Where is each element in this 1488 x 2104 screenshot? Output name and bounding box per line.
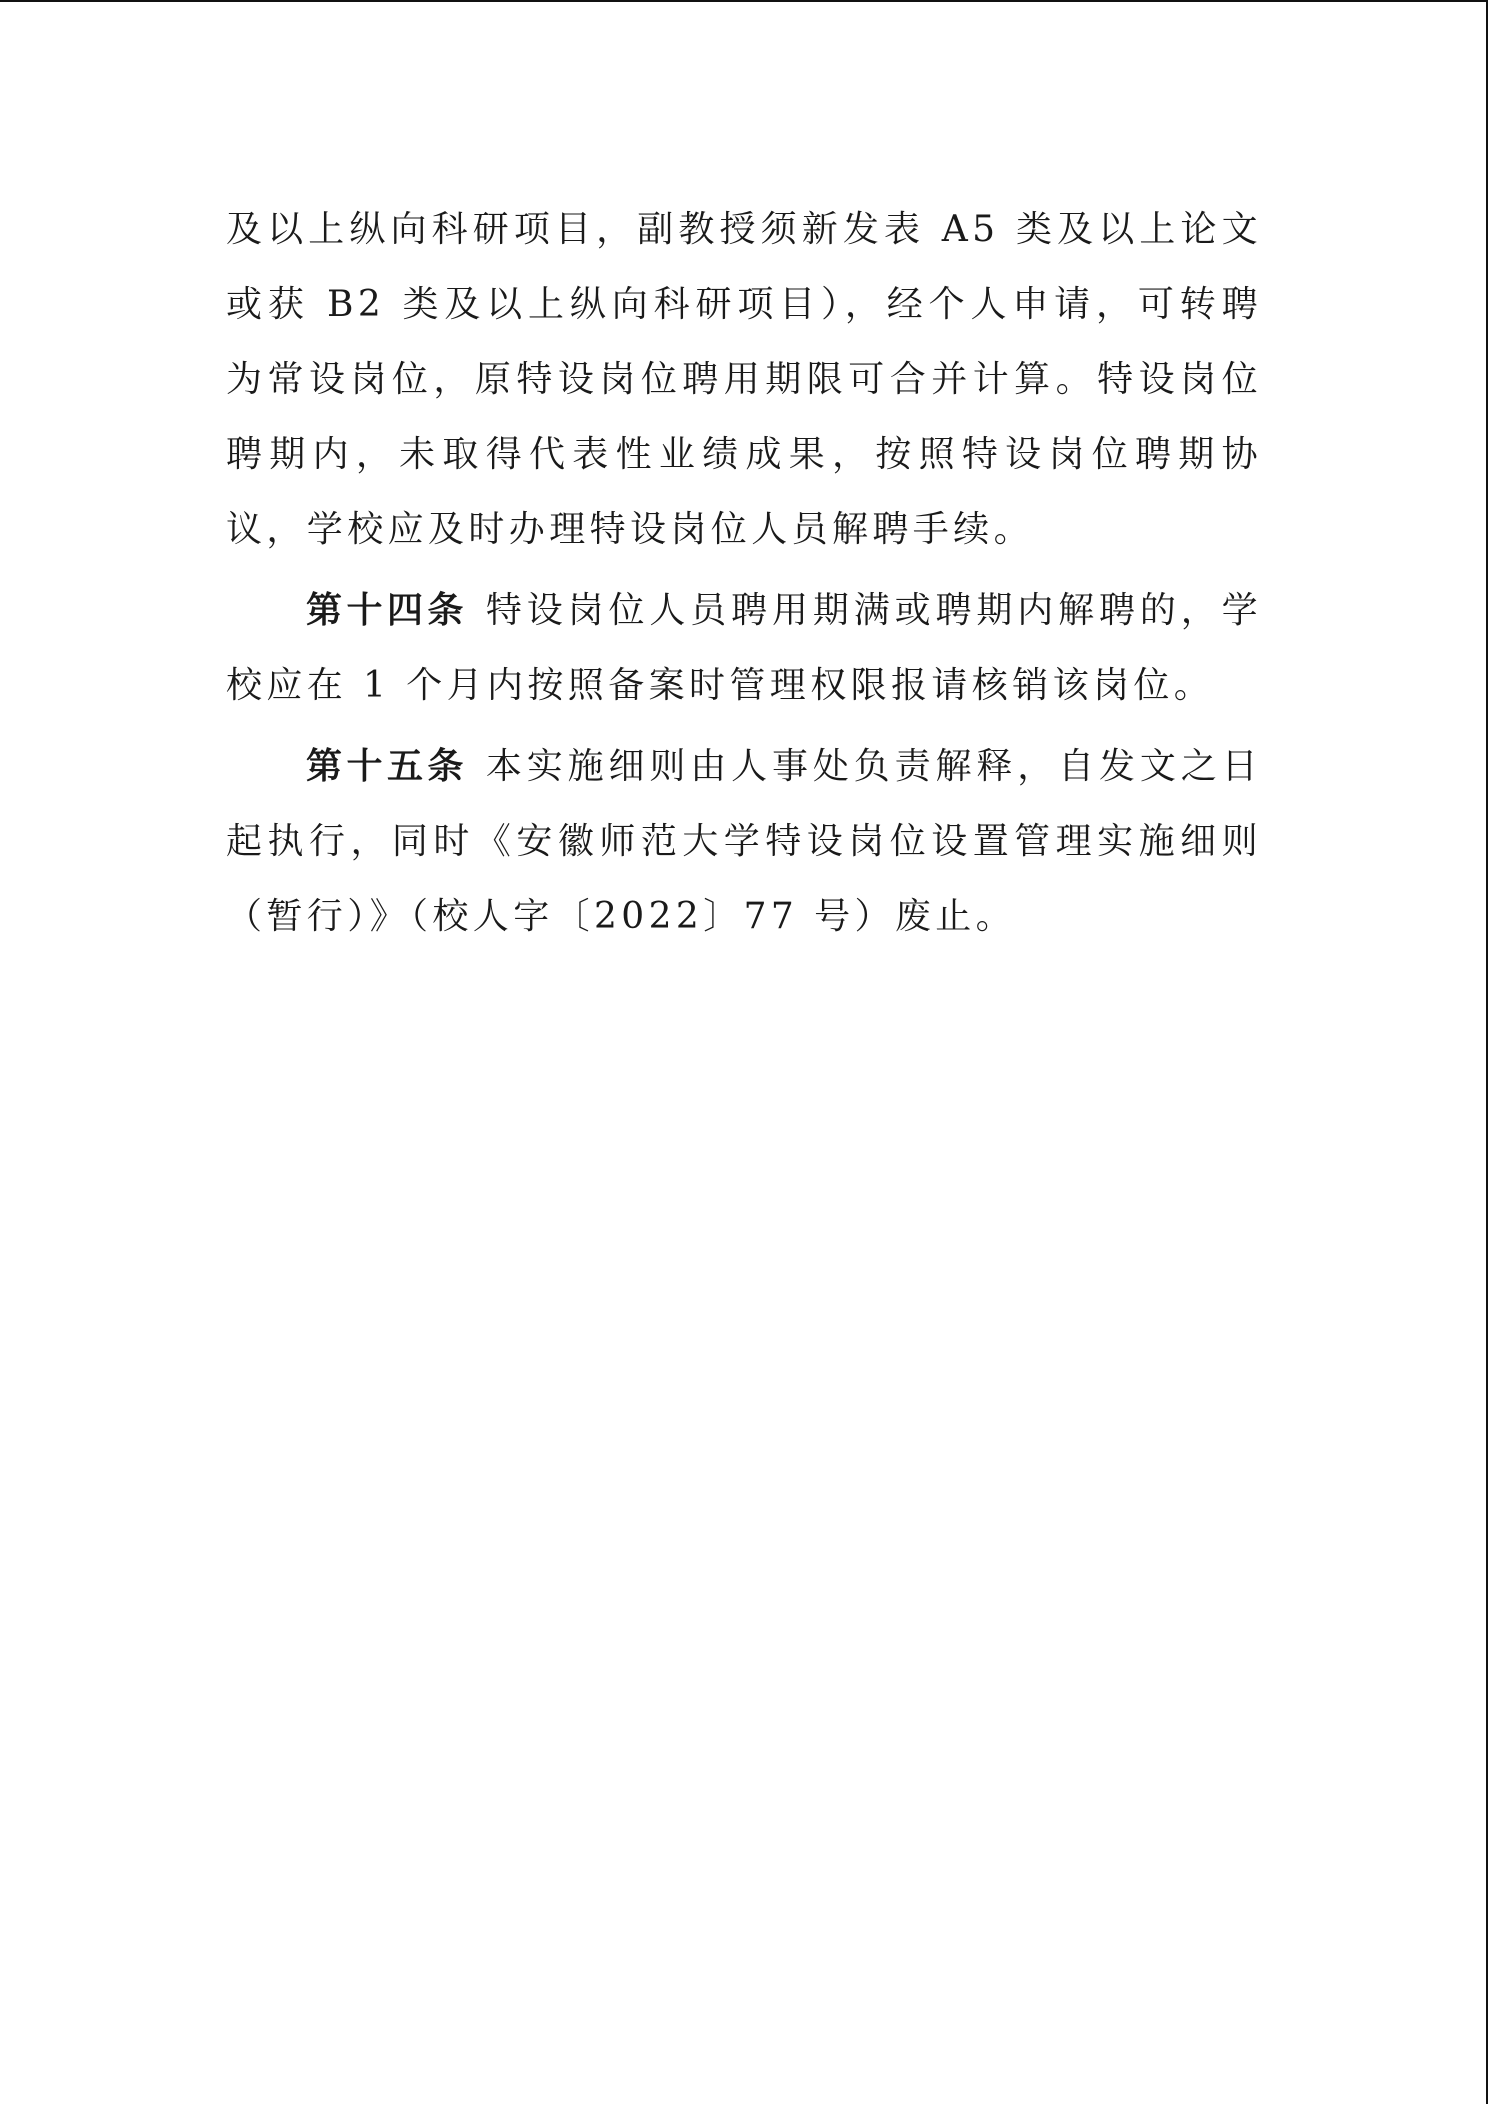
article-15	[226, 729, 1262, 954]
paragraph-continued	[226, 192, 1262, 567]
document-body	[226, 192, 1262, 960]
article-14-text: 特设岗位人员聘用期满或聘期内解聘的，学校应在 1 个月内按照备案时管理权限报请核销该岗位。	[226, 590, 1262, 706]
article-15-label: 第十五条	[306, 745, 468, 787]
paragraph-text: 及以上纵向科研项目，副教授须新发表 A5 类及以上论文或获 B2 类及以上纵向科研项目），经个人申请，可转聘为常设岗位，原特设岗位聘用期限可合并计算。特设岗位聘期内，未取得代表性业绩成果，按照特设岗位聘期协议，学校应及时办理特设岗位人员解聘手续。	[226, 209, 1262, 550]
article-14	[226, 573, 1262, 723]
article-15-text: 本实施细则由人事处负责解释，自发文之日起执行，同时《安徽师范大学特设岗位设置管理实施细则（暂行）》（校人字〔2022〕77 号）废止。	[226, 746, 1262, 937]
article-14-label: 第十四条	[306, 589, 468, 631]
